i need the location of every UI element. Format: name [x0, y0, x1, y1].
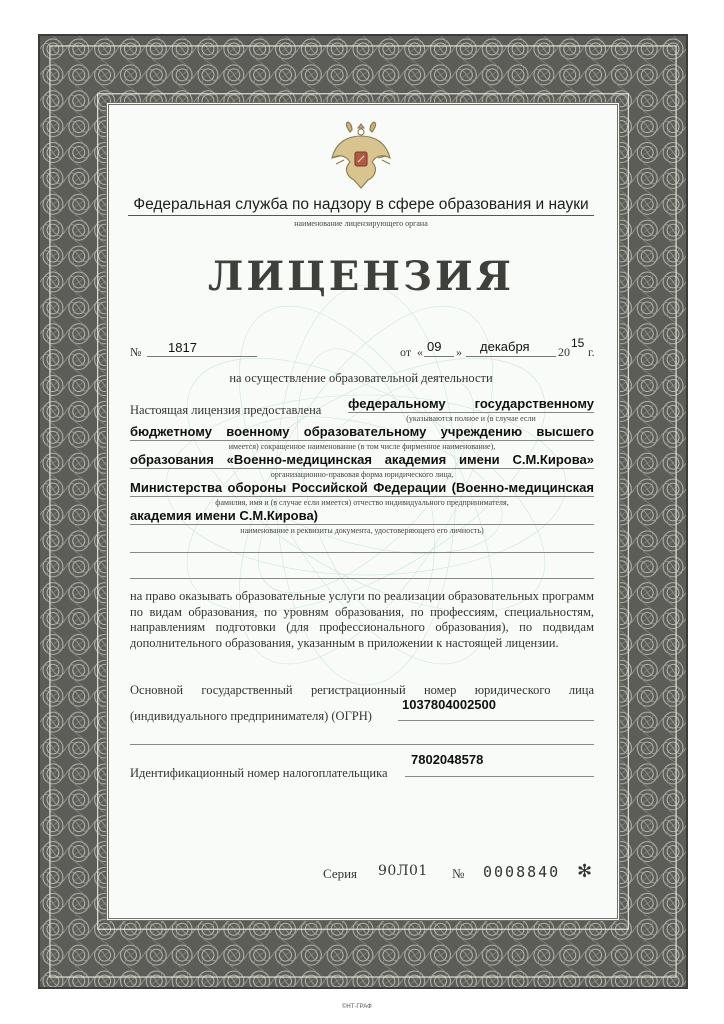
license-purpose: на осуществление образовательной деятельности [229, 371, 493, 385]
ogrn-value: 1037804002500 [402, 697, 496, 712]
grantee-name-line-2: бюджетному военному образовательному учреждению высшего [130, 424, 594, 439]
inn-underline [405, 776, 594, 777]
series-label: Серия [323, 866, 358, 881]
inn-label: Идентификационный номер налогоплательщика [130, 766, 388, 780]
license-month-underline [466, 356, 556, 357]
series-number: 0008840 [483, 863, 561, 881]
license-year-prefix: 20 [558, 345, 570, 359]
license-date-quote-close: » [456, 345, 462, 359]
grantee-name-line-4: Министерства обороны Российской Федерации (Военно-медицинская [130, 480, 594, 495]
license-date-quote-open: « [417, 345, 423, 359]
document-title: ЛИЦЕНЗИЯ [207, 253, 514, 300]
grantee-intro: Настоящая лицензия предоставлена [130, 403, 322, 417]
license-number-underline [147, 356, 257, 357]
ogrn-underline [398, 720, 594, 721]
grantee-caption-4: фамилия, имя и (в случае если имеется) отчество индивидуального предпринимателя, [215, 498, 509, 507]
license-number-sign: № [130, 345, 142, 359]
license-month: декабря [480, 339, 530, 354]
licensing-authority-caption: наименование лицензирующего органа [294, 219, 428, 228]
blank-line-2 [130, 578, 594, 579]
licensing-authority-name: Федеральная служба по надзору в сфере образования и науки [128, 196, 594, 216]
license-year-unit: г. [588, 345, 595, 359]
grantee-line-5-rule [130, 524, 594, 525]
grantee-caption-2: имеется) сокращенное наименование (в том числе фирменное наименование), [228, 442, 496, 451]
rights-description: на право оказывать образовательные услуги по реализации образовательных программ по видам образования, по уровням образования, по профессиям, специальностям, направлениям подготовки (для профессионального образования), по подвидам дополнительного образования, указанным в приложении к настоящей лицензии. [130, 589, 594, 650]
double-headed-eagle-emblem [328, 118, 394, 192]
series-number-sign: № [452, 866, 465, 881]
grantee-line-4-rule [130, 496, 594, 497]
inn-value: 7802048578 [411, 752, 484, 767]
grantee-caption-1: (указываются полное и (в случае если [406, 414, 536, 423]
grantee-caption-3: организационно-правовая форма юридического лица, [270, 470, 454, 479]
grantee-line-3-rule [130, 468, 594, 469]
ogrn-label-line-1: Основной государственный регистрационный номер юридического лица [130, 683, 594, 697]
license-date-prefix: от [400, 345, 412, 359]
ogrn-label-line-2: (индивидуального предпринимателя) (ОГРН) [130, 709, 372, 723]
grantee-line-2-rule [130, 440, 594, 441]
grantee-caption-5: наименование и реквизиты документа, удостоверяющего его личность) [240, 526, 484, 535]
grantee-name-line-3: образования «Военно-медицинская академия имени С.М.Кирова» [130, 452, 594, 467]
license-day: 09 [427, 339, 442, 354]
grantee-line-1-rule [348, 412, 594, 413]
license-day-underline [424, 356, 454, 357]
printer-mark: ©НТ-ГРАФ [342, 1004, 372, 1010]
license-number: 1817 [168, 340, 197, 355]
grantee-name-line-5: академия имени С.М.Кирова) [130, 508, 319, 523]
license-year-suffix: 15 [571, 336, 585, 350]
blank-line-1 [130, 552, 594, 553]
asterisk-mark: ✻ [577, 861, 593, 882]
series-value: 90Л01 [378, 863, 428, 879]
ogrn-blank-line [130, 744, 594, 745]
grantee-name-line-1: федеральному государственному [348, 396, 594, 411]
